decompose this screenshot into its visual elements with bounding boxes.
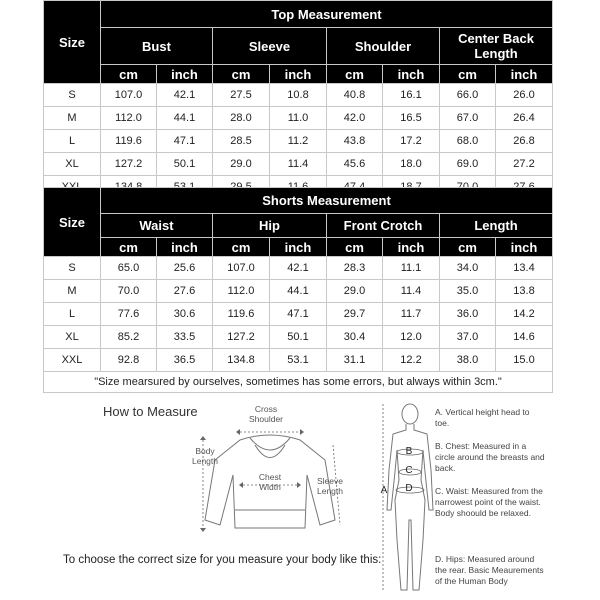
unit-header: cm [327,238,383,257]
unit-row [44,238,553,257]
value-cell: 45.6 [327,153,383,176]
table-title: Top Measurement [101,1,553,28]
value-cell: 11.2 [270,130,327,153]
table-row [44,130,553,153]
value-cell: 25.6 [157,257,213,280]
value-cell: 37.0 [440,326,496,349]
size-cell: XL [44,153,101,176]
value-cell: 28.5 [213,130,270,153]
value-cell: 53.1 [270,349,327,372]
unit-header: cm [327,65,383,84]
group-header: Center Back Length [440,28,553,65]
how-to-measure-title: How to Measure [103,404,198,419]
group-header: Length [440,214,553,238]
unit-header: inch [496,65,553,84]
value-cell: 35.0 [440,280,496,303]
table-row [44,257,553,280]
value-cell: 31.1 [327,349,383,372]
value-cell: 34.0 [440,257,496,280]
group-header: Sleeve [213,28,327,65]
value-cell: 50.1 [270,326,327,349]
unit-header: inch [270,238,327,257]
shorts-measurement-table [43,187,553,393]
value-cell: 13.8 [496,280,553,303]
value-cell: 42.1 [157,84,213,107]
group-header: Front Crotch [327,214,440,238]
value-cell: 11.7 [383,303,440,326]
value-cell: 47.1 [157,130,213,153]
unit-header: cm [440,238,496,257]
value-cell: 11.0 [270,107,327,130]
value-cell: 127.2 [213,326,270,349]
unit-header: cm [213,65,270,84]
value-cell: 77.6 [101,303,157,326]
value-cell: 16.5 [383,107,440,130]
value-cell: 107.0 [213,257,270,280]
unit-header: cm [440,65,496,84]
group-header: Hip [213,214,327,238]
value-cell: 26.4 [496,107,553,130]
group-header: Bust [101,28,213,65]
value-cell: 70.0 [101,280,157,303]
value-cell: 17.2 [383,130,440,153]
chest-width-label: Chest Width [258,472,282,492]
value-cell: 36.5 [157,349,213,372]
note-c: C. Waist: Measured from the narrowest point of the waist. Body shoould be relaxed. [435,486,543,518]
value-cell: 13.4 [496,257,553,280]
value-cell: 26.8 [496,130,553,153]
value-cell: 66.0 [440,84,496,107]
table-title: Shorts Measurement [101,188,553,214]
value-cell: 29.0 [327,280,383,303]
value-cell: 11.4 [270,153,327,176]
marker-c: C [405,465,413,476]
body-length-label: Body Length [192,446,218,466]
value-cell: 119.6 [101,130,157,153]
table-row [44,107,553,130]
value-cell: 27.6 [157,280,213,303]
note-a: A. Vertical height head to toe. [435,407,530,428]
note-b: B. Chest: Measured in a circle around the breasts and back. [435,441,545,473]
value-cell: 27.5 [213,84,270,107]
size-cell: S [44,257,101,280]
size-header: Size [44,1,101,84]
value-cell: 50.1 [157,153,213,176]
value-cell: 47.1 [270,303,327,326]
value-cell: 30.6 [157,303,213,326]
unit-header: inch [157,238,213,257]
value-cell: 28.3 [327,257,383,280]
value-cell: 14.6 [496,326,553,349]
value-cell: 33.5 [157,326,213,349]
group-header: Waist [101,214,213,238]
size-cell: L [44,130,101,153]
unit-header: cm [101,238,157,257]
value-cell: 29.0 [213,153,270,176]
value-cell: 11.1 [383,257,440,280]
value-cell: 127.2 [101,153,157,176]
value-cell: 29.7 [327,303,383,326]
value-cell: 14.2 [496,303,553,326]
size-cell: M [44,280,101,303]
value-cell: 107.0 [101,84,157,107]
unit-header: cm [213,238,270,257]
value-cell: 30.4 [327,326,383,349]
size-cell: M [44,107,101,130]
value-cell: 68.0 [440,130,496,153]
value-cell: 85.2 [101,326,157,349]
table-row [44,303,553,326]
value-cell: 67.0 [440,107,496,130]
size-cell: XL [44,326,101,349]
size-cell: L [44,303,101,326]
value-cell: 65.0 [101,257,157,280]
value-cell: 43.8 [327,130,383,153]
value-cell: 12.2 [383,349,440,372]
table-row [44,326,553,349]
unit-header: inch [383,238,440,257]
table-row [44,349,553,372]
value-cell: 15.0 [496,349,553,372]
table-row [44,280,553,303]
value-cell: 92.8 [101,349,157,372]
value-cell: 44.1 [157,107,213,130]
value-cell: 42.0 [327,107,383,130]
value-cell: 40.8 [327,84,383,107]
how-to-measure-section [0,390,600,600]
cross-shoulder-label: Cross Shoulder [248,404,284,424]
value-cell: 112.0 [101,107,157,130]
size-header: Size [44,188,101,257]
value-cell: 134.8 [213,349,270,372]
value-cell: 28.0 [213,107,270,130]
table-row [44,84,553,107]
value-cell: 119.6 [213,303,270,326]
unit-header: cm [101,65,157,84]
value-cell: 38.0 [440,349,496,372]
value-cell: 11.4 [383,280,440,303]
unit-header: inch [383,65,440,84]
table-row [44,153,553,176]
unit-row [44,65,553,84]
marker-b: B [405,446,413,457]
note-d: D. Hips: Measured around the rear. Basic Meaurements of the Human Body [435,554,544,586]
value-cell: 69.0 [440,153,496,176]
group-header: Shoulder [327,28,440,65]
sleeve-length-label: Sleeve Length [317,476,343,496]
size-note: "Size mearsured by ourselves, sometimes has some errors, but always within 3cm." [44,372,553,393]
unit-header: inch [496,238,553,257]
value-cell: 44.1 [270,280,327,303]
how-to-measure-caption: To choose the correct size for you measure your body like this: [63,554,382,566]
value-cell: 42.1 [270,257,327,280]
marker-a: A [380,485,388,496]
value-cell: 18.0 [383,153,440,176]
value-cell: 16.1 [383,84,440,107]
value-cell: 10.8 [270,84,327,107]
value-cell: 12.0 [383,326,440,349]
marker-d: D [405,483,413,494]
top-measurement-table [43,0,553,199]
unit-header: inch [157,65,213,84]
size-cell: S [44,84,101,107]
value-cell: 112.0 [213,280,270,303]
value-cell: 26.0 [496,84,553,107]
value-cell: 27.2 [496,153,553,176]
size-cell: XXL [44,349,101,372]
value-cell: 36.0 [440,303,496,326]
unit-header: inch [270,65,327,84]
